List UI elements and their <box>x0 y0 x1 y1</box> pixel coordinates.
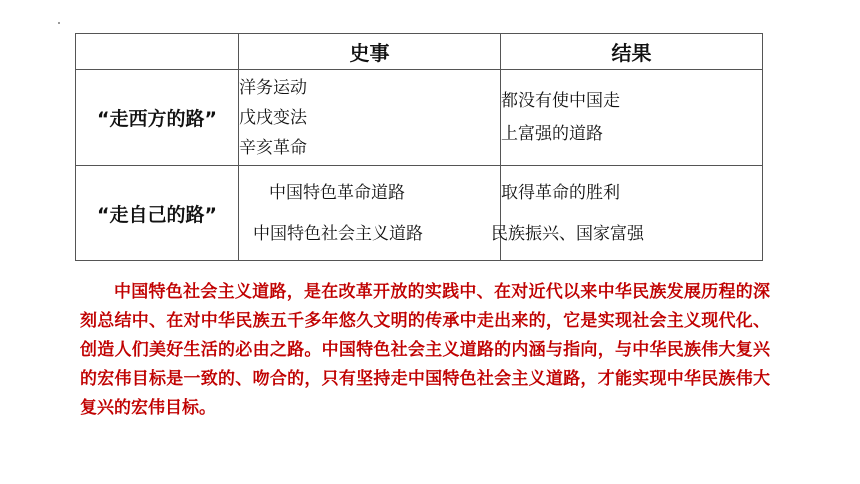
table-row-own-path <box>76 166 763 261</box>
comparison-table <box>75 33 763 261</box>
result-line: 取得革命的胜利 <box>501 182 620 203</box>
header-results: 结果 <box>501 34 763 70</box>
table-row-western-path <box>76 70 763 166</box>
events-cell-western-path <box>239 70 501 166</box>
event-item: 中国特色社会主义道路 <box>253 223 423 244</box>
event-item: 中国特色革命道路 <box>269 182 405 203</box>
row-label-own-path: “走自己的路” <box>76 166 239 261</box>
header-events: 史事 <box>239 34 501 70</box>
result-line: 上富强的道路 <box>501 123 603 144</box>
slide-marker-dot <box>58 22 60 24</box>
events-cell-own-path <box>239 166 501 261</box>
explanatory-paragraph: 中国特色社会主义道路，是在改革开放的实践中、在对近代以来中华民族发展历程的深刻总结中、在对中华民族五千多年悠久文明的传承中走出来的，它是实现社会主义现代化、创造人们美好生活的必由之路。中国特色社会主义道路的内涵与指向，与中华民族伟大复兴的宏伟目标是一致的、吻合的，只有坚持走中国特色社会主义道路，才能实现中华民族伟大复兴的宏伟目标。 <box>80 282 770 418</box>
event-item: 洋务运动 <box>239 77 307 98</box>
header-blank-cell <box>76 34 239 70</box>
results-cell-western-path <box>501 70 763 166</box>
row-label-western-path: “走西方的路” <box>76 70 239 166</box>
table-header-row <box>76 34 763 70</box>
event-item: 辛亥革命 <box>239 137 307 158</box>
result-line: 民族振兴、国家富强 <box>491 223 644 244</box>
result-line: 都没有使中国走 <box>501 90 620 111</box>
event-item: 戊戌变法 <box>239 107 307 128</box>
results-cell-own-path <box>491 166 763 261</box>
